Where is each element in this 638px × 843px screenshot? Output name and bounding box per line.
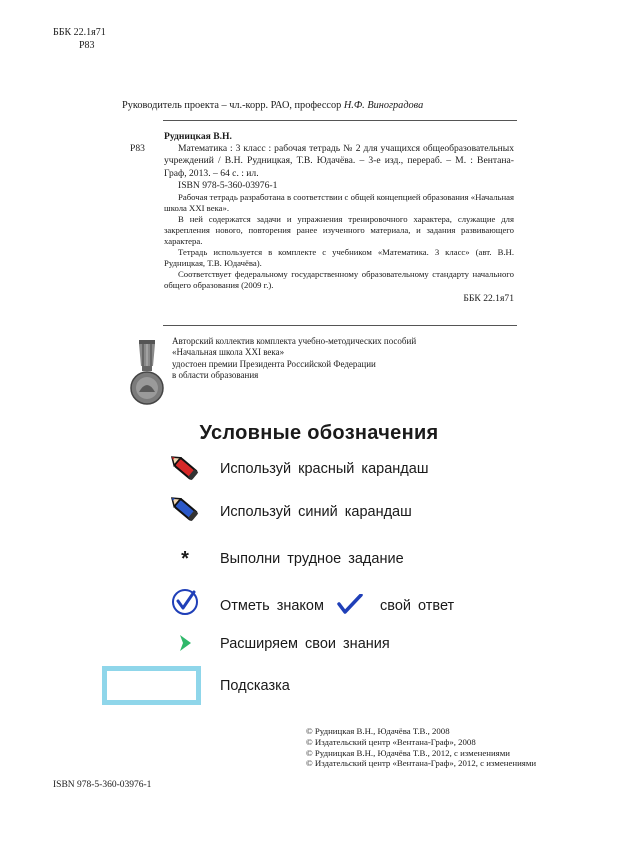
copyright-line-4: © Издательский центр «Вентана-Граф», 2012, с изменениями [306, 758, 537, 769]
copyright-line-1: © Рудницкая В.Н., Юдачёва Т.В., 2008 [306, 726, 450, 736]
divider-bottom [163, 325, 517, 326]
divider-top [163, 120, 517, 121]
copyright-line-3: © Рудницкая В.Н., Юдачёва Т.В., 2012, с изменениями [306, 747, 510, 758]
bbk-header [53, 26, 106, 52]
circled-check-icon [165, 584, 205, 620]
legend-hard-task: Выполни трудное задание [220, 551, 404, 567]
legend-blue-pencil: Используй синий карандаш [220, 504, 412, 520]
catalog-isbn: ISBN 978-5-360-03976-1 [178, 179, 278, 191]
annotation-4: Соответствует федеральному государственному образовательному стандарту начального общего образования (2009 г.). [164, 269, 514, 291]
legend-hint: Подсказка [220, 678, 290, 694]
annotation-3: Тетрадь используется в комплекте с учебником «Математика. 3 класс» (авт. В.Н. Рудницкая, Т.В. Юдачёва). [164, 247, 514, 269]
legend-red-pencil: Используй красный карандаш [220, 461, 429, 477]
footer-isbn: ISBN 978-5-360-03976-1 [53, 780, 152, 790]
project-supervisor [122, 100, 423, 111]
catalog-cipher: Р83 [130, 143, 145, 154]
bbk-code: ББК 22.1я71 [53, 27, 106, 38]
blue-pencil-icon [165, 491, 205, 527]
supervisor-prefix: Руководитель проекта – чл.-корр. РАО, профессор [122, 100, 344, 111]
catalog-bbk: ББК 22.1я71 [463, 293, 514, 305]
hint-box-icon [102, 666, 201, 705]
award-line-2: «Начальная школа XXI века» [172, 347, 285, 358]
catalog-description: Математика : 3 класс : рабочая тетрадь № 2 для учащихся общеобразовательных учреждений / В.Н. Рудницкая, Т.В. Юдачёва. – 3-е изд., перераб. – М. : Вентана-Граф, 2013. – 64 с. : ил. [164, 143, 514, 179]
copyright-block [306, 726, 536, 769]
legend-mark-suffix: свой ответ [380, 598, 455, 614]
green-arrow-icon [165, 625, 205, 661]
medal-icon [130, 340, 164, 408]
star-icon: * [181, 547, 189, 570]
supervisor-name: Н.Ф. Виноградова [343, 100, 424, 111]
legend-mark [220, 594, 454, 614]
award-line-4: в области образования [172, 370, 259, 381]
catalog-author: Рудницкая В.Н. [164, 131, 232, 142]
red-pencil-icon [165, 450, 205, 486]
check-icon [337, 594, 363, 612]
legend-title: Условные обозначения [199, 422, 439, 444]
annotation-1: Рабочая тетрадь разработана в соответствии с общей концепцией образования «Начальная школа XXI века». [164, 192, 514, 214]
award-line-1: Авторский коллектив комплекта учебно-методических пособий [172, 336, 417, 346]
legend-expand: Расширяем свои знания [220, 636, 390, 652]
copyright-line-2: © Издательский центр «Вентана-Граф», 2008 [306, 736, 476, 747]
award-line-3: удостоен премии Президента Российской Федерации [172, 358, 376, 369]
annotation-2: В ней содержатся задачи и упражнения тренировочного характера, служащие для закрепления нового, повторения ранее изученного материала, и задания развивающего характера. [164, 214, 514, 247]
award-note [172, 336, 416, 382]
author-cipher: Р83 [79, 40, 95, 51]
catalog-card [130, 131, 518, 305]
legend-mark-prefix: Отметь знаком [220, 598, 324, 614]
